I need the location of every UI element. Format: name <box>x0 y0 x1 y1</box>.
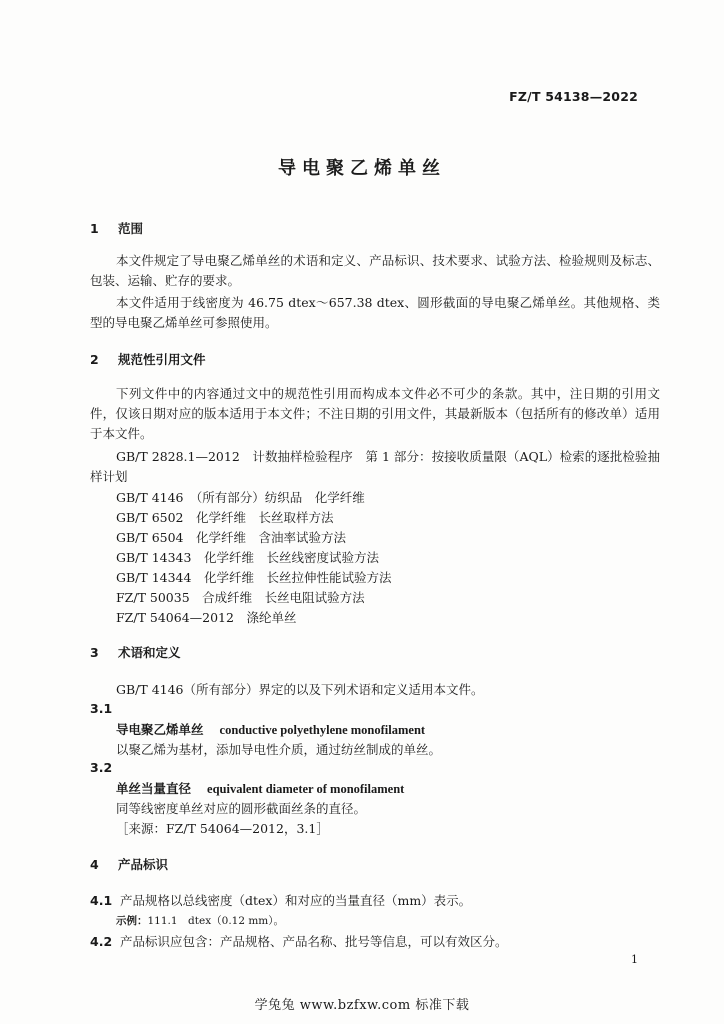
section-title: 术语和定义 <box>118 645 181 660</box>
section-title: 产品标识 <box>118 857 169 872</box>
term-number: 3.1 <box>90 701 113 716</box>
terms-intro: GB/T 4146（所有部分）界定的以及下列术语和定义适用本文件。 <box>116 682 484 697</box>
section-number: 2 <box>90 352 99 367</box>
term-number: 3.2 <box>90 760 113 775</box>
normative-intro: 下列文件中的内容通过文中的规范性引用而构成本文件必不可少的条款。其中，注日期的引用文件，仅该日期对应的版本适用于本文件；不注日期的引用文件，其最新版本（包括所有的修改单）适用于本文件。 <box>90 386 660 441</box>
section-heading-scope <box>90 219 143 237</box>
download-footer: 学兔兔 www.bzfxw.com 标准下载 <box>254 998 470 1013</box>
reference-item: FZ/T 54064—2012 涤纶单丝 <box>116 610 297 625</box>
clause-text: 产品标识应包含：产品规格、产品名称、批号等信息，可以有效区分。 <box>120 934 508 949</box>
example-label: 示例： <box>116 915 148 927</box>
clause-number: 4.1 <box>90 893 113 908</box>
section-number: 3 <box>90 645 99 660</box>
scope-paragraph-1: 本文件规定了导电聚乙烯单丝的术语和定义、产品标识、技术要求、试验方法、检验规则及标志、包装、运输、贮存的要求。 <box>90 253 660 288</box>
section-heading-normative <box>90 350 206 368</box>
term-entry <box>116 779 404 797</box>
reference-item: GB/T 14343 化学纤维 长丝线密度试验方法 <box>116 550 379 565</box>
clause-text: 产品规格以总线密度（dtex）和对应的当量直径（mm）表示。 <box>120 893 472 908</box>
reference-item: FZ/T 50035 合成纤维 长丝电阻试验方法 <box>116 590 365 605</box>
page-number: 1 <box>631 953 638 966</box>
section-number: 4 <box>90 857 99 872</box>
clause-number: 4.2 <box>90 934 113 949</box>
clause-4-1 <box>90 891 471 909</box>
example-text: 111.1 dtex（0.12 mm）。 <box>147 915 285 927</box>
reference-item: GB/T 4146 （所有部分）纺织品 化学纤维 <box>116 490 365 505</box>
term-source: ［来源：FZ/T 54064—2012，3.1］ <box>116 821 329 836</box>
section-heading-marking <box>90 855 168 873</box>
section-heading-terms <box>90 643 181 661</box>
section-title: 规范性引用文件 <box>118 352 206 367</box>
document-title: 导电聚乙烯单丝 <box>278 158 446 179</box>
reference-gbt2828: GB/T 2828.1—2012 计数抽样检验程序 第 1 部分：按接收质量限（AQL）检索的逐批检验抽样计划 <box>90 449 660 484</box>
term-entry <box>116 720 425 738</box>
term-zh: 单丝当量直径 <box>116 781 192 796</box>
term-zh: 导电聚乙烯单丝 <box>116 722 204 737</box>
clause-4-2 <box>90 932 508 950</box>
reference-item: GB/T 6502 化学纤维 长丝取样方法 <box>116 510 334 525</box>
section-number: 1 <box>90 221 99 236</box>
section-title: 范围 <box>118 221 144 236</box>
term-definition: 同等线密度单丝对应的圆形截面丝条的直径。 <box>116 801 367 816</box>
reference-item: GB/T 6504 化学纤维 含油率试验方法 <box>116 530 347 545</box>
reference-item: GB/T 14344 化学纤维 长丝拉伸性能试验方法 <box>116 570 392 585</box>
term-en: conductive polyethylene monofilament <box>219 723 426 737</box>
term-en: equivalent diameter of monofilament <box>207 782 405 796</box>
scope-paragraph-2: 本文件适用于线密度为 46.75 dtex～657.38 dtex、圆形截面的导电聚乙烯单丝。其他规格、类型的导电聚乙烯单丝可参照使用。 <box>90 295 660 330</box>
standard-number: FZ/T 54138—2022 <box>509 89 638 104</box>
term-definition: 以聚乙烯为基材，添加导电性介质，通过纺丝制成的单丝。 <box>116 742 442 757</box>
example <box>116 913 284 928</box>
